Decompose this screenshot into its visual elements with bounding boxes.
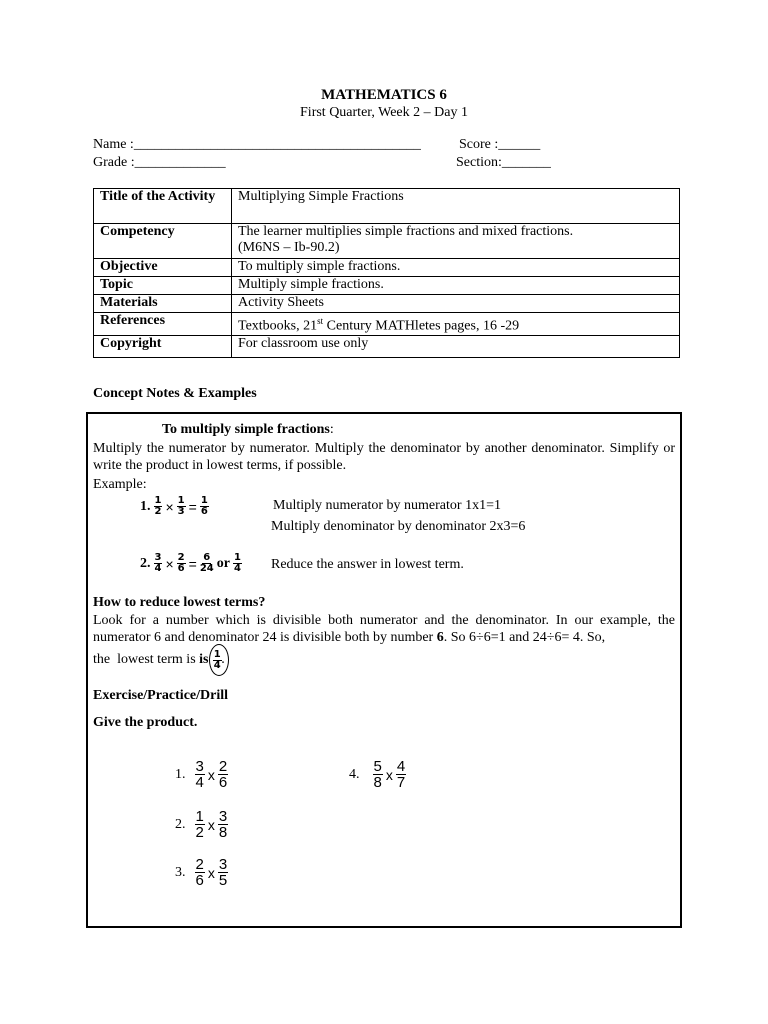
example-2-number: 2. [140, 555, 151, 571]
row-value-copyright: For classroom use only [232, 335, 680, 357]
fraction-a [195, 809, 205, 840]
exercise-item-3 [175, 857, 228, 888]
exercise-item-2 [175, 809, 228, 840]
worksheet-title: MATHEMATICS 6 [321, 87, 447, 103]
row-label-materials: Materials [94, 295, 232, 313]
fraction-a [373, 759, 383, 790]
denominator: 6 [195, 872, 204, 889]
row-value-objective: To multiply simple fractions. [232, 259, 680, 277]
times-sign: × [165, 498, 174, 515]
item-number: 1. [175, 766, 186, 782]
grade-field: Grade :_____________ [93, 155, 226, 170]
table-row [94, 189, 680, 224]
numerator: 1 [213, 648, 221, 660]
table-row [94, 335, 680, 357]
numerator: 1 [195, 808, 204, 825]
fraction-b [218, 809, 228, 840]
exercise-instruction: Give the product. [93, 715, 198, 730]
exercise-item-1 [175, 759, 228, 790]
row-value-materials: Activity Sheets [232, 295, 680, 313]
reduce-heading: How to reduce lowest terms? [93, 595, 266, 610]
row-value-references [232, 313, 680, 336]
numerator: 4 [396, 758, 406, 775]
item-number: 3. [175, 864, 186, 880]
ex2-fraction-alt [233, 553, 242, 574]
example-1-number: 1. [140, 498, 151, 514]
numerator: 2 [177, 552, 185, 563]
denominator: 24 [199, 563, 214, 574]
references-sup: st [317, 316, 324, 326]
ex2-fraction-result [200, 553, 214, 574]
reduce-paragraph [93, 612, 675, 646]
competency-text: The learner multiplies simple fractions and mixed fractions. [238, 224, 574, 239]
denominator: 4 [213, 659, 221, 671]
name-field: Name :_________________________________________ [93, 137, 421, 152]
numerator: 1 [154, 495, 162, 506]
lowest-is: is [199, 652, 209, 667]
reduce-bold-number: 6 [436, 630, 444, 645]
equals-sign: = [188, 498, 197, 515]
table-row [94, 295, 680, 313]
numerator: 1 [177, 495, 185, 506]
exercise-item-4 [349, 759, 406, 790]
denominator: 6 [218, 774, 228, 791]
concept-heading: Concept Notes & Examples [93, 386, 257, 401]
lowest-fraction [213, 650, 222, 671]
numerator: 1 [233, 552, 241, 563]
reduce-text-2: . So 6÷6=1 and 24÷6= 4. So, [443, 630, 606, 645]
activity-info-table [93, 188, 680, 358]
row-value-competency [232, 224, 680, 259]
table-row [94, 224, 680, 259]
row-label-references: References [94, 313, 232, 336]
worksheet-subtitle: First Quarter, Week 2 – Day 1 [300, 105, 468, 120]
example-1-note-2: Multiply denominator by denominator 2x3=6 [271, 519, 526, 534]
fraction-b [396, 759, 406, 790]
denominator: 4 [233, 563, 241, 574]
fraction-b [218, 759, 228, 790]
denominator: 8 [218, 824, 228, 841]
lowest-text: the lowest term is [93, 652, 200, 667]
ex1-fraction-b [177, 496, 186, 517]
example-label: Example: [93, 477, 147, 492]
numerator: 5 [373, 758, 382, 775]
denominator: 3 [177, 506, 185, 517]
times-sign: x [385, 766, 393, 783]
table-row [94, 313, 680, 336]
numerator: 2 [195, 856, 204, 873]
ex2-fraction-b [177, 553, 186, 574]
lowest-dot: . [221, 654, 225, 666]
fraction-b [218, 857, 228, 888]
row-label-topic: Topic [94, 277, 232, 295]
item-number: 2. [175, 816, 186, 832]
numerator: 3 [218, 856, 228, 873]
numerator: 2 [218, 758, 228, 775]
numerator: 6 [203, 552, 211, 563]
or-word: or [216, 555, 230, 571]
intro-paragraph: Multiply the numerator by numerator. Multiply the denominator by another denominator. Simplify or write the product in lowest terms, if possible. [93, 441, 675, 473]
times-sign: x [207, 864, 215, 881]
times-sign: x [207, 816, 215, 833]
competency-code: (M6NS – Ib-90.2) [238, 240, 340, 255]
denominator: 6 [177, 563, 185, 574]
ex2-fraction-a [154, 553, 163, 574]
row-value-topic: Multiply simple fractions. [232, 277, 680, 295]
equals-sign: = [188, 555, 197, 572]
box-title-text: To multiply simple fractions [162, 422, 330, 437]
numerator: 3 [195, 758, 204, 775]
fraction-a [195, 857, 205, 888]
numerator: 1 [200, 495, 208, 506]
item-number: 4. [349, 766, 360, 782]
references-text-end: Century MATHletes pages, 16 -29 [323, 318, 520, 334]
score-field: Score :______ [459, 137, 541, 152]
denominator: 4 [154, 563, 162, 574]
denominator: 2 [195, 824, 204, 841]
denominator: 6 [200, 506, 208, 517]
references-text: Textbooks, 21 [238, 318, 318, 334]
lowest-term-circle [209, 644, 229, 676]
row-label-copyright: Copyright [94, 335, 232, 357]
table-row [94, 277, 680, 295]
numerator: 3 [218, 808, 228, 825]
denominator: 8 [373, 774, 382, 791]
denominator: 4 [195, 774, 204, 791]
box-title [162, 422, 334, 438]
denominator: 7 [396, 774, 406, 791]
table-row [94, 259, 680, 277]
numerator: 3 [154, 552, 162, 563]
denominator: 5 [218, 872, 228, 889]
ex1-fraction-a [154, 496, 163, 517]
times-sign: x [207, 766, 215, 783]
lowest-term-line [93, 644, 229, 676]
row-label-title: Title of the Activity [94, 189, 232, 224]
row-value-title: Multiplying Simple Fractions [232, 189, 680, 224]
denominator: 2 [154, 506, 162, 517]
box-title-colon: : [329, 422, 334, 437]
times-sign: × [165, 555, 174, 572]
example-1-expression [140, 496, 209, 517]
row-label-objective: Objective [94, 259, 232, 277]
reduce-text-1: Look for a number which is divisible both numerator and the denominator. In our example, the numerator 6 and denominator 24 is divisible both by number [93, 613, 675, 645]
example-1-note-1: Multiply numerator by numerator 1x1=1 [273, 498, 501, 513]
row-label-competency: Competency [94, 224, 232, 259]
section-field: Section:_______ [456, 155, 551, 170]
example-2-note: Reduce the answer in lowest term. [271, 557, 464, 572]
ex1-fraction-result [200, 496, 209, 517]
exercise-heading: Exercise/Practice/Drill [93, 688, 229, 703]
example-2-expression [140, 553, 242, 574]
fraction-a [195, 759, 205, 790]
